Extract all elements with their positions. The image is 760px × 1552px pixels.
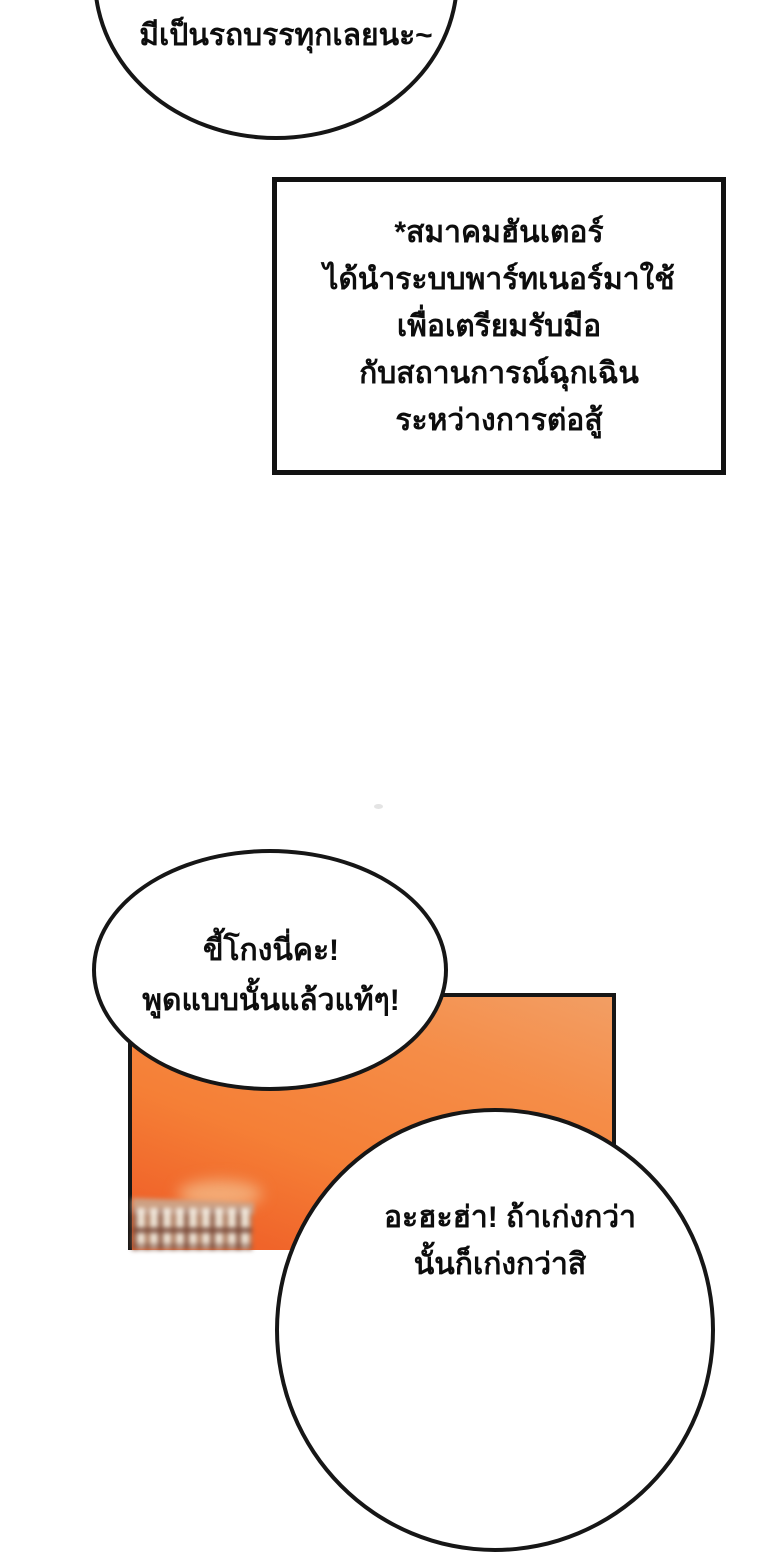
building-illustration: [132, 1196, 260, 1250]
caption-line: ระหว่างการต่อสู้: [395, 403, 603, 437]
speech-bubble-mid-line1: ขี้โกงนี่คะ!: [202, 934, 340, 967]
artifact-dot: [374, 804, 383, 809]
caption-line: กับสถานการณ์ฉุกเฉิน: [359, 356, 639, 390]
speech-bubble-bottom-line2-clipped: นั้นก็เก่งกว่าสิ: [413, 1248, 587, 1281]
speech-bubble-bottom-line1: อะฮะฮ่า! ถ้าเก่งกว่า: [384, 1201, 636, 1234]
building-windows: [132, 1208, 252, 1250]
caption-line: เพื่อเตรียมรับมือ: [396, 309, 602, 343]
speech-bubble-top-text: มีเป็นรถบรรทุกเลยนะ~: [139, 19, 433, 52]
speech-bubble-bottom: [275, 1108, 715, 1552]
caption-line: ได้นำระบบพาร์ทเนอร์มาใช้: [323, 262, 675, 296]
caption-box: [272, 177, 726, 475]
speech-bubble-mid-line2: พูดแบบนั้นแล้วแท้ๆ!: [142, 984, 400, 1017]
caption-line: *สมาคมฮันเตอร์: [394, 215, 604, 249]
speech-bubble-mid-text: [94, 926, 448, 1026]
